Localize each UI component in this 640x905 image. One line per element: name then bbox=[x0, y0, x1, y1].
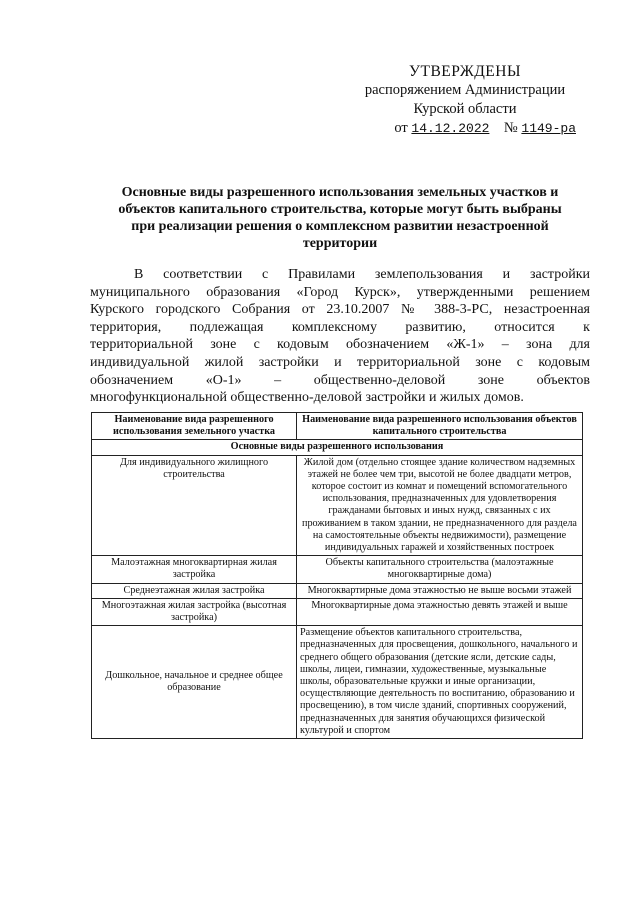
cell-capital: Объекты капитального строительства (малоэтажные многоквартирные дома) bbox=[297, 556, 583, 583]
paragraph-line: индивидуальной жилой застройки и территориальной зоне с кодовым bbox=[90, 354, 590, 370]
cell-land-use: Малоэтажная многоквартирная жилая застройка bbox=[92, 556, 297, 583]
table-row bbox=[92, 598, 583, 625]
table-row bbox=[92, 583, 583, 598]
number-sign: № bbox=[503, 120, 518, 136]
title-line-1: Основные виды разрешенного использования земельных участков и bbox=[121, 185, 559, 200]
cell-capital: Размещение объектов капитального строительства, предназначенных для просвещения, дошкольного, начального и среднего общего образования (детские ясли, детские сады, школы, лицеи, гимназии, художественные, музыкальные школы, образовательные кружки и иные организации, осуществляющие деятельность по воспитанию, образованию и просвещению), в том числе зданий, спортивных сооружений, предназначенных для занятия обучающихся физической культурой и спортом bbox=[297, 626, 583, 739]
title-line-2: объектов капитального строительства, которые могут быть выбраны bbox=[118, 202, 562, 217]
table-row bbox=[92, 556, 583, 583]
approval-date-line bbox=[340, 119, 590, 138]
approval-heading: УТВЕРЖДЕНЫ bbox=[409, 63, 521, 80]
date-prefix: от bbox=[394, 120, 408, 136]
land-use-table bbox=[91, 412, 583, 739]
table-row bbox=[92, 626, 583, 739]
section-title: Основные виды разрешенного использования bbox=[92, 440, 583, 455]
paragraph-line: Курского городского Собрания от 23.10.2007 № 388-3-РС, незастроенная bbox=[90, 302, 590, 318]
cell-land-use: Для индивидуального жилищного строительства bbox=[92, 455, 297, 556]
table-row bbox=[92, 455, 583, 556]
cell-land-use: Дошкольное, начальное и среднее общее образование bbox=[92, 626, 297, 739]
paragraph-line: обозначением «О-1» – общественно-деловой зоне объектов bbox=[90, 372, 590, 388]
cell-land-use: Многоэтажная жилая застройка (высотная застройка) bbox=[92, 598, 297, 625]
paragraph-line: территориальной зоне с кодовым обозначением «Ж-1» – зона для bbox=[90, 337, 590, 353]
approval-line-1: распоряжением Администрации bbox=[364, 82, 566, 98]
approval-stamp bbox=[340, 62, 590, 138]
title-line-4: территории bbox=[302, 236, 378, 251]
document-title bbox=[90, 184, 590, 252]
paragraph-line: территория, подлежащая комплексному развитию, относится к bbox=[90, 319, 590, 335]
approval-line-2: Курской области bbox=[413, 101, 517, 117]
title-line-3: при реализации решения о комплексном развитии незастроенной bbox=[131, 219, 549, 234]
approval-date: 14.12.2022 bbox=[411, 121, 490, 136]
header-capital: Наименование вида разрешенного использования объектов капитального строительства bbox=[297, 413, 583, 440]
cell-capital: Жилой дом (отдельно стоящее здание количеством надземных этажей не более чем три, высотой не более двадцати метров, которое состоит из комнат и помещений вспомогательного использования, предназначенных для удовлетворения гражданами бытовых и иных нужд, связанных с их проживанием в таком здании, не предназначенного для раздела на самостоятельные объекты недвижимости), размещение индивидуальных гаражей и хозяйственных построек bbox=[297, 455, 583, 556]
cell-capital: Многоквартирные дома этажностью девять этажей и выше bbox=[297, 598, 583, 625]
paragraph-line: муниципального образования «Город Курск», утвержденными решением bbox=[90, 284, 590, 300]
intro-paragraph bbox=[90, 266, 590, 407]
table-header-row bbox=[92, 413, 583, 440]
paragraph-line: В соответствии с Правилами землепользования и застройки bbox=[134, 267, 590, 282]
cell-capital: Многоквартирные дома этажностью не выше восьми этажей bbox=[297, 583, 583, 598]
approval-number: 1149-ра bbox=[521, 121, 576, 136]
table-section-row bbox=[92, 440, 583, 455]
cell-land-use: Среднеэтажная жилая застройка bbox=[92, 583, 297, 598]
header-land-use: Наименование вида разрешенного использования земельного участка bbox=[92, 413, 297, 440]
paragraph-line: многофункциональной общественно-деловой застройки и жилых домов. bbox=[90, 390, 524, 406]
